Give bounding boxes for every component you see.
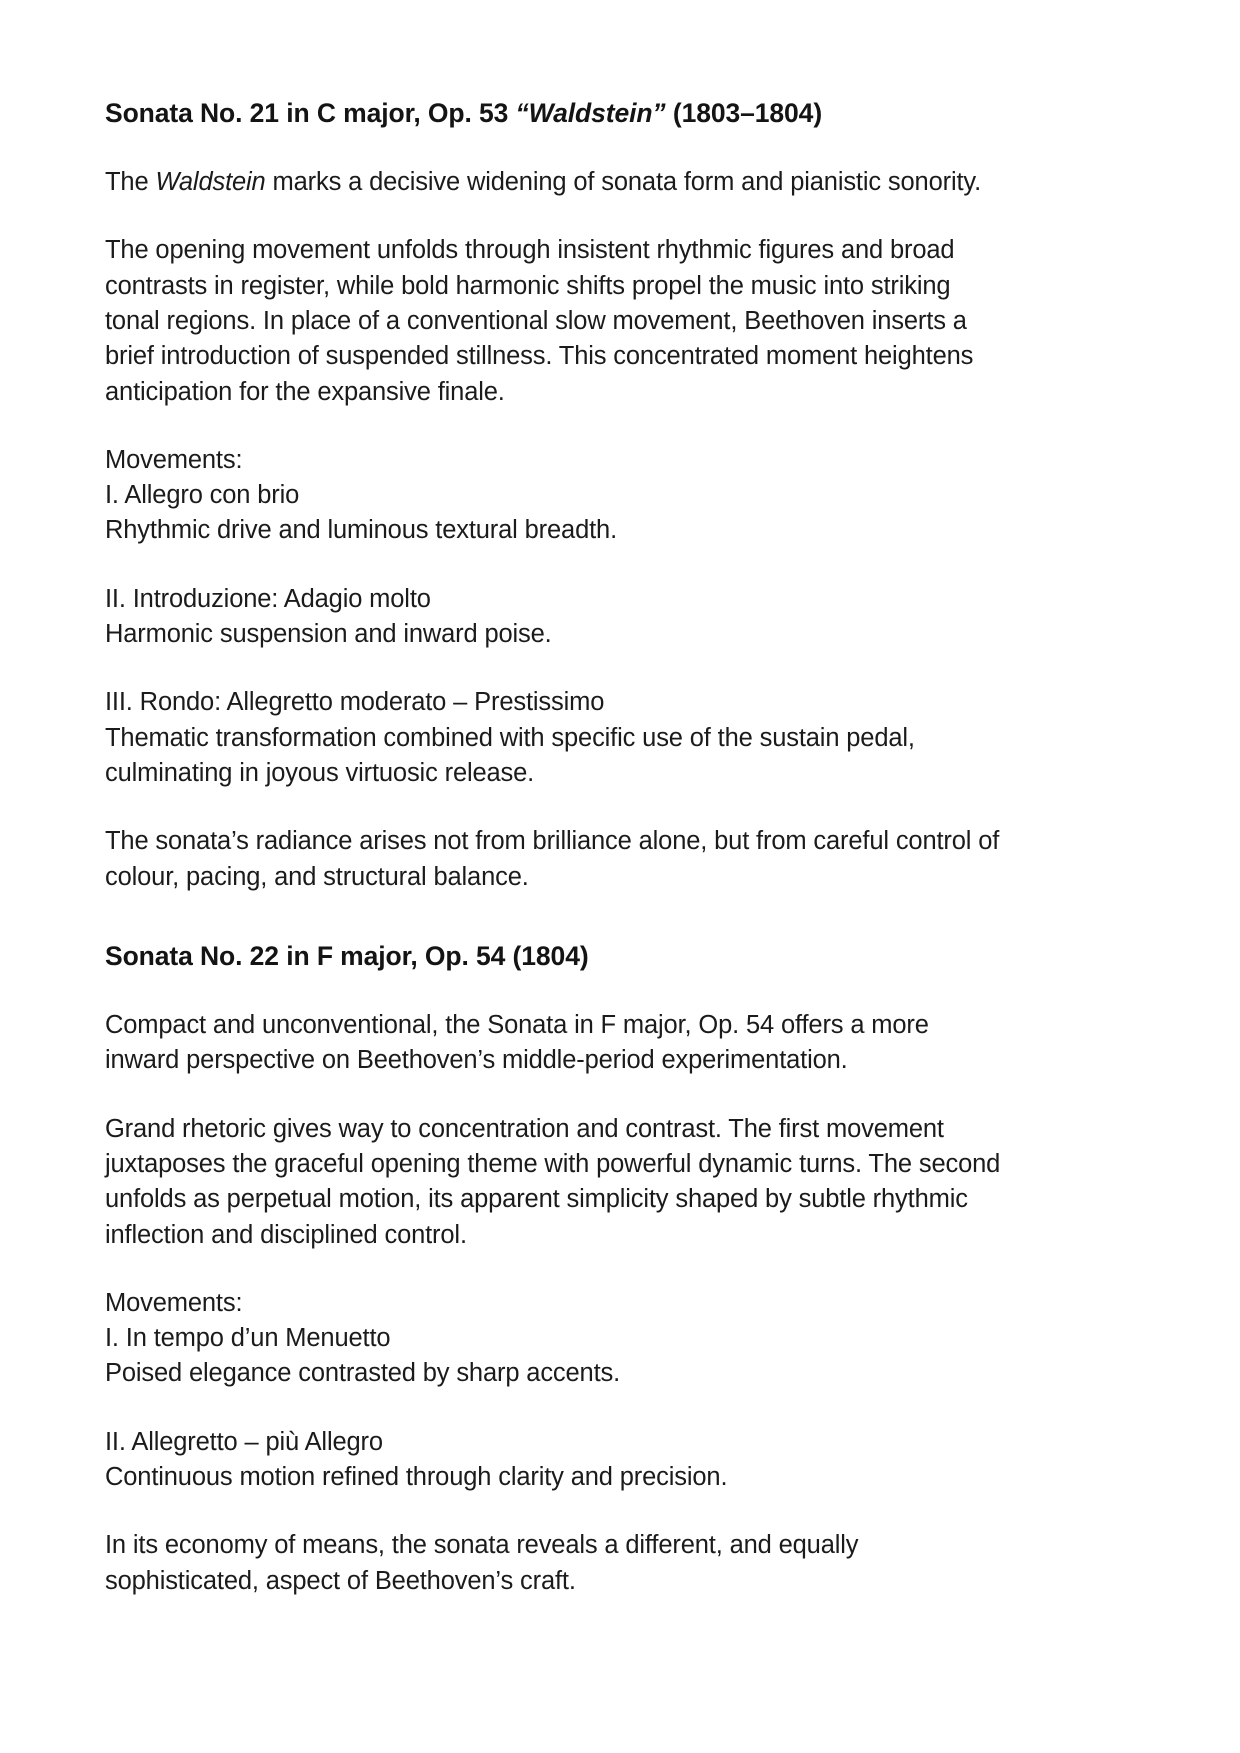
intro-paragraph-waldstein — [105, 165, 1005, 200]
movement-title: I. Allegro con brio — [105, 481, 300, 510]
section-heading-op54 — [105, 939, 1005, 974]
movement-description: Rhythmic drive and luminous textural breadth. — [105, 516, 618, 545]
movements-intro-waldstein — [105, 443, 1005, 549]
movement-three-waldstein — [105, 685, 1005, 791]
heading-dates: (1803–1804) — [665, 98, 823, 128]
movements-label: Movements: — [105, 1288, 243, 1317]
movement-title: II. Allegretto – più Allegro — [105, 1427, 383, 1456]
movement-two-waldstein — [105, 582, 1005, 653]
intro-work-title: Waldstein — [155, 167, 266, 196]
movement-description: Continuous motion refined through clarity and precision. — [105, 1463, 728, 1492]
section-heading-waldstein — [105, 96, 1005, 131]
closing-paragraph-op54: In its economy of means, the sonata reveals a different, and equally sophisticated, aspect of Beethoven’s craft. — [105, 1531, 859, 1595]
heading-work-title: “Waldstein” — [515, 98, 666, 128]
movement-title: III. Rondo: Allegretto moderato – Prestissimo — [105, 688, 605, 717]
movement-description: Poised elegance contrasted by sharp accents. — [105, 1359, 621, 1388]
heading-prefix: Sonata No. 21 in C major, Op. 53 — [105, 98, 516, 128]
intro-suffix: marks a decisive widening of sonata form and pianistic sonority. — [265, 167, 982, 196]
heading-prefix: Sonata No. 22 in F major, Op. 54 (1804) — [105, 940, 589, 971]
discussion-paragraph-waldstein: The opening movement unfolds through insistent rhythmic figures and broad contrasts in register, while bold harmonic shifts propel the music into striking tonal regions. In place of a conventional slow movement, Beethoven inserts a brief introduction of suspended stillness. This concentrated moment heightens anticipation for the expansive finale. — [105, 236, 974, 406]
movement-title: I. In tempo d’un Menuetto — [105, 1324, 391, 1353]
document-body — [105, 96, 1005, 1599]
intro-prefix: The — [105, 167, 156, 196]
movement-title: II. Introduzione: Adagio molto — [105, 584, 431, 613]
closing-paragraph-waldstein: The sonata’s radiance arises not from brilliance alone, but from careful control of colour, pacing, and structural balance. — [105, 827, 1000, 891]
movement-description: Thematic transformation combined with specific use of the sustain pedal, culminating in joyous virtuosic release. — [105, 723, 915, 788]
discussion-paragraph-op54: Grand rhetoric gives way to concentration and contrast. The first movement juxtaposes the graceful opening theme with powerful dynamic turns. The second unfolds as perpetual motion, its apparent simplicity shaped by subtle rhythmic inflection and disciplined control. — [105, 1114, 1001, 1249]
movement-description: Harmonic suspension and inward poise. — [105, 620, 552, 649]
movements-intro-op54 — [105, 1286, 1005, 1392]
movements-label: Movements: — [105, 445, 243, 474]
intro-paragraph-op54: Compact and unconventional, the Sonata in F major, Op. 54 offers a more inward perspective on Beethoven’s middle-period experimentation. — [105, 1010, 929, 1075]
movement-two-op54 — [105, 1425, 1005, 1496]
